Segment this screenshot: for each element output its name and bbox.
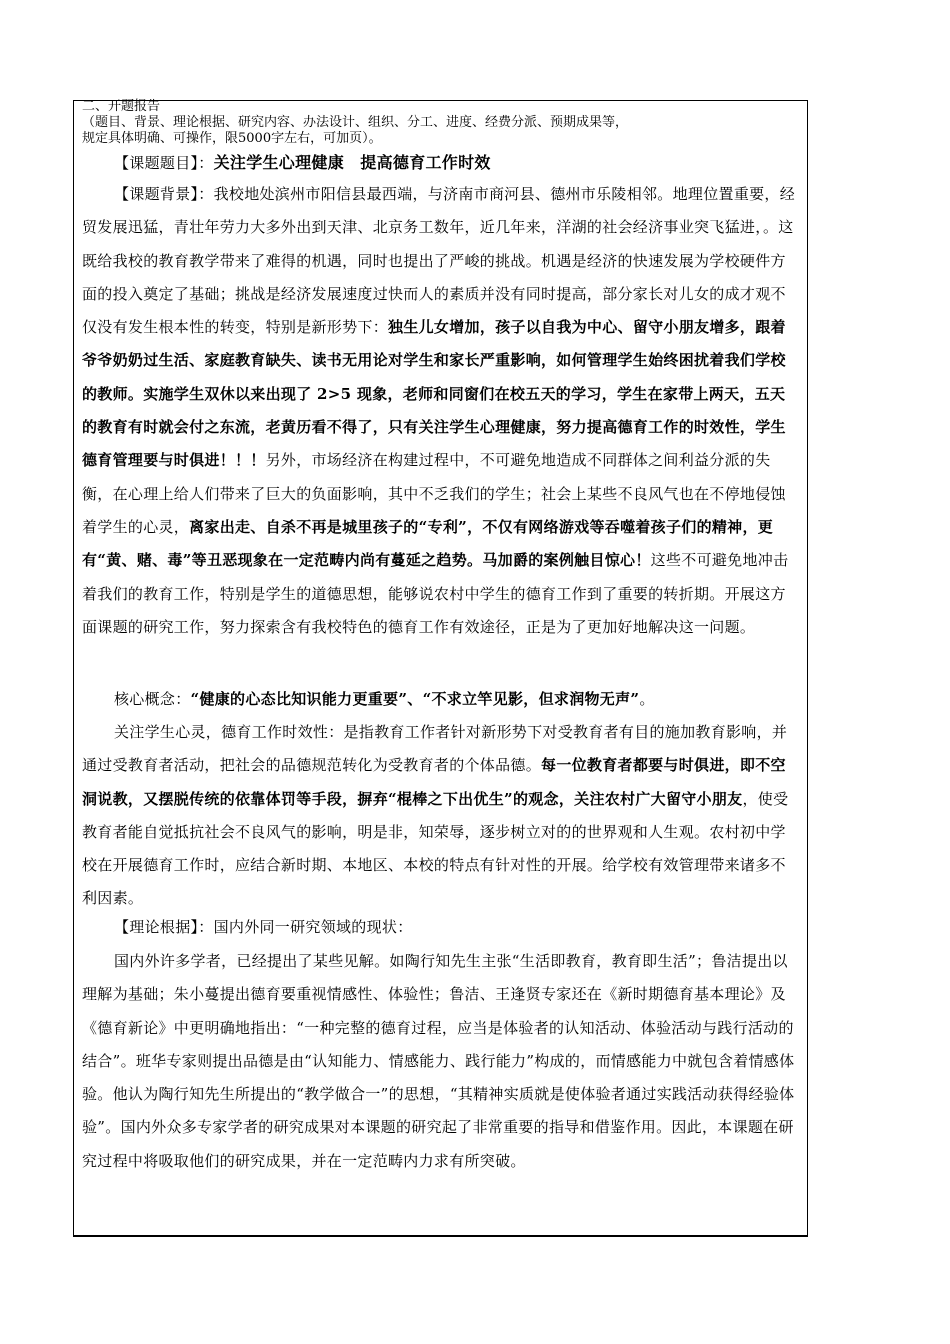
section-title: 二、开题报告 [82,99,161,114]
background-bold-1: 独生儿女增加，孩子以自我为中心、留守小朋友增多，跟着爷爷奶奶过生活、家庭教育缺失、读书无用论对学生和家长严重影响，如何管理学生始终困扰着我们学校的教师。实施学生双休以来出现了 2>5 现象，老师和同窗们在校五天的学习，学生在家带上两天，五天的教育有时就会付之东流，老黄历看不得了，只有关注学生心理健康，努力提高德育工作的时效性，学生德育管理要与时俱进！！！ [82,318,786,470]
background-text-3: 这些不可避免地冲击着我们的教育工作，特别是学生的道德思想，能够说农村中学生的德育工作到了重要的转折期。开展这方面课题的研究工作，努力探索含有我校特色的德育工作有效途径，正是为了更加好地解决这一问题。 [82,551,789,636]
topic-title: 关注学生心理健康 提高德育工作时效 [213,153,491,172]
background-label: 【课题背景】： [114,185,214,203]
theory-paragraph [82,911,799,944]
background-bold-2: 离家出走、自杀不再是城里孩子的“专利”，不仅有网络游戏等吞噬着孩子们的精神，更有“黄、赌、毒”等丑恶现象在一定范畴内尚有蔓延之趋势。马加爵的案例触目惊心！ [82,517,774,570]
core-concept-paragraph [82,683,799,716]
background-text-2: 另外，市场经济在构建过程中，不可避免地造成不同群体之间利益分派的失衡，在心理上给人们带来了巨大的负面影响，其中不乏我们的学生；社会上某些不良风气也在不停地侵蚀着学生的心灵， [82,451,786,536]
theory-label: 【理论根据】： [114,918,214,936]
research-paragraph [82,945,799,1178]
concern-text-1: 关注学生心灵，德育工作时效性：是指教育工作者针对新形势下对受教育者有目的施加教育影响，并通过受教育者活动，把社会的品德规范转化为受教育者的个体品德。 [82,723,788,775]
core-concept-text: “健康的心态比知识能力更重要”、“不求立竿见影，但求润物无声” [190,690,640,708]
background-paragraph [82,178,799,644]
background-text-1: 我校地处滨州市阳信县最西端，与济南市商河县、德州市乐陵相邻。地理位置重要，经贸发展迅猛，青壮年劳力大多外出到天津、北京务工数年，近几年来，洋湖的社会经济事业突飞猛进，。这既给我校的教育教学带来了难得的机遇，同时也提出了严峻的挑战。机遇是经济的快速发展为学校硬件方面的投入奠定了基础；挑战是经济发展速度过快而人的素质并没有同时提高，部分家长对儿女的成才观不仅没有发生根本性的转变，特别是新形势下： [82,185,796,337]
instructions-line-1: （题目、背景、理论根据、研究内容、办法设计、组织、分工、进度、经费分派、预期成果等， [82,115,629,130]
theory-text: 国内外同一研究领域的现状： [213,918,413,936]
instructions-line-2: 规定具体明确、可操作，限5000字左右，可加页）。 [82,131,382,146]
core-concept-end: 。 [639,690,655,708]
topic-label: 【课题题目】： [114,154,214,172]
concern-paragraph [82,716,799,916]
research-text: 国内外许多学者，已经提出了某些见解。如陶行知先生主张“生活即教育，教育即生活”；鲁洁提出以理解为基础；朱小蔓提出德育要重视情感性、体验性；鲁洁、王逢贤专家还在《新时期德育基本理论》及《德育新论》中更明确地指出：“一种完整的德育过程，应当是体验者的认知活动、体验活动与践行活动的结合”。班华专家则提出品德是由“认知能力、情感能力、践行能力”构成的，而情感能力中就包含着情感体验。他认为陶行知先生所提出的“教学做合一”的思想，“其精神实质就是使体验者通过实践活动获得经验体验”。国内外众多专家学者的研究成果对本课题的研究起了非常重要的指导和借鉴作用。因此，本课题在研究过程中将吸取他们的研究成果，并在一定范畴内力求有所突破。 [82,952,795,1170]
table-divider [73,1236,808,1237]
concern-text-2: ，使受教育者能自觉抵抗社会不良风气的影响，明是非，知荣辱，逐步树立对的的世界观和人生观。农村初中学校在开展德育工作时，应结合新时期、本地区、本校的特点有针对性的开展。给学校有效管理带来诸多不利因素。 [82,789,789,908]
concern-bold: 每一位教育者都要与时俱进，即不空洞说教，又摆脱传统的依靠体罚等手段，摒弃“棍棒之下出优生”的观念，关注农村广大留守小朋友 [82,756,786,808]
core-concept-label: 核心概念： [114,690,191,708]
topic-paragraph [82,146,799,180]
